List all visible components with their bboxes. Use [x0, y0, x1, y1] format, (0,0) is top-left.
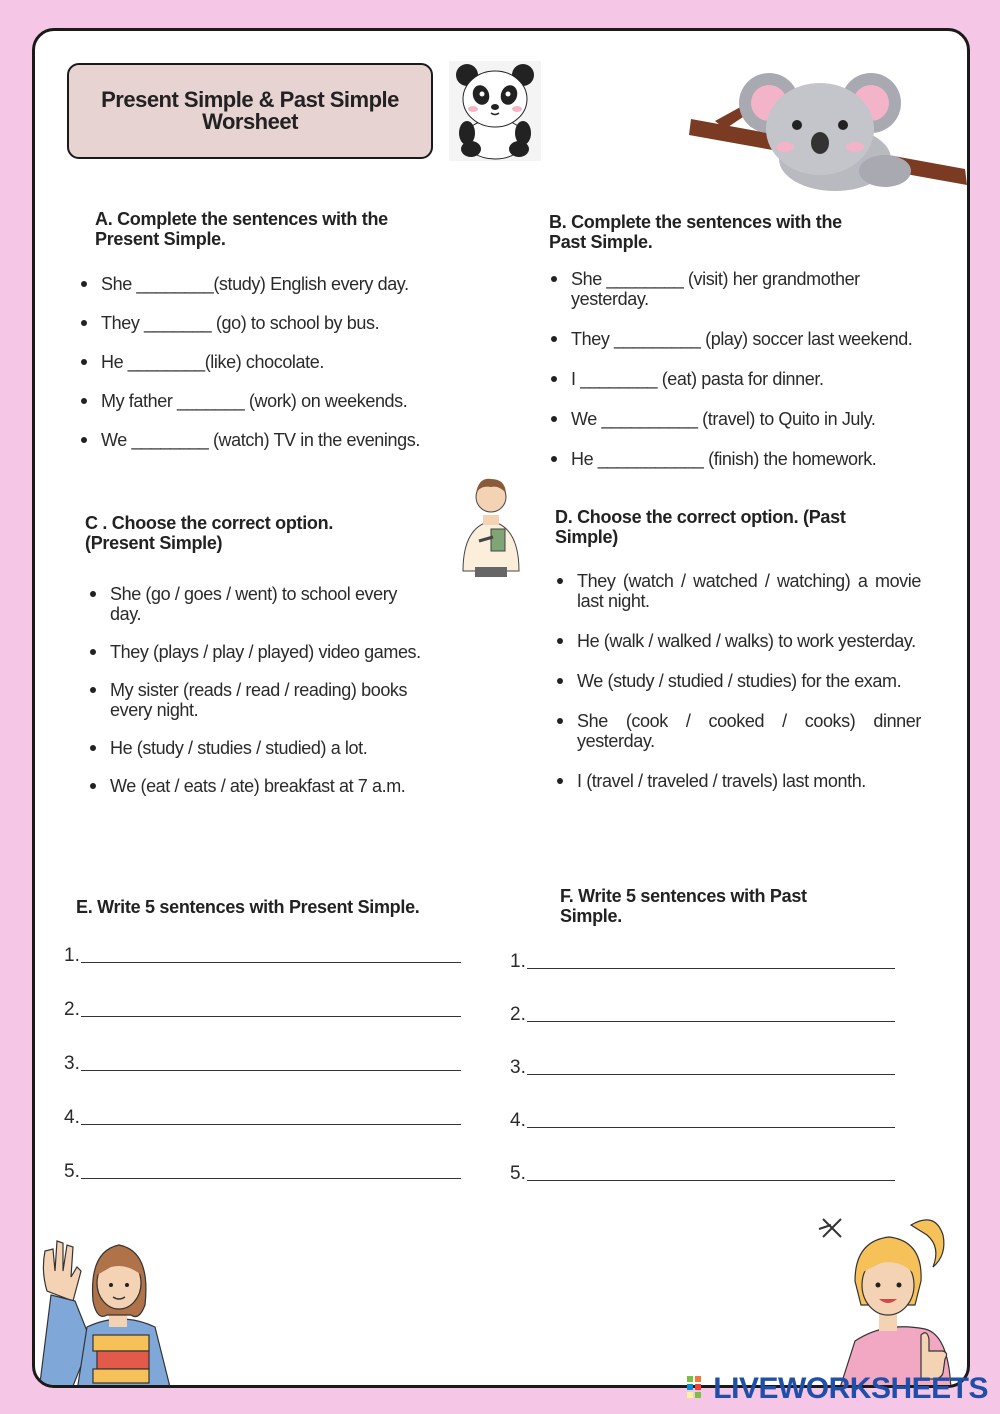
section-c-item: She (go / goes / went) to school every day.: [88, 584, 428, 624]
teacher-illustration: [457, 471, 525, 577]
section-a-item: She ________(study) English every day.: [79, 274, 479, 294]
answer-line[interactable]: [64, 1107, 461, 1161]
section-d-heading-line2: Simple): [555, 527, 618, 547]
section-a-heading: [95, 209, 388, 249]
thumbs-up-girl-illustration: [815, 1211, 970, 1388]
section-a-heading-line2: Present Simple.: [95, 229, 226, 249]
section-a-item: My father _______ (work) on weekends.: [79, 391, 479, 411]
section-a-item: They _______ (go) to school by bus.: [79, 313, 479, 333]
answer-number: 2.: [510, 1004, 526, 1025]
section-d-item: We (study / studied / studies) for the exam.: [555, 671, 921, 691]
answer-line[interactable]: [64, 945, 461, 999]
section-f-heading-line1: F. Write 5 sentences with Past: [560, 886, 807, 906]
section-c-heading-line2: (Present Simple): [85, 533, 223, 553]
section-b-item: She ________ (visit) her grandmother yesterday.: [549, 269, 929, 309]
answer-number: 3.: [64, 1053, 80, 1074]
answer-line[interactable]: [510, 1057, 895, 1110]
answer-number: 2.: [64, 999, 80, 1020]
section-b-item: He ___________ (finish) the homework.: [549, 449, 929, 469]
answer-blank[interactable]: [527, 1057, 895, 1075]
section-a-list: [79, 274, 479, 450]
section-c-item: My sister (reads / read / reading) books every night.: [88, 680, 428, 720]
section-f-answer-lines: [510, 951, 895, 1216]
answer-line[interactable]: [64, 1161, 461, 1215]
section-b-item: They _________ (play) soccer last weekend.: [549, 329, 929, 349]
section-e-heading: E. Write 5 sentences with Present Simple.: [76, 897, 420, 917]
koala-illustration: [685, 59, 970, 199]
answer-blank[interactable]: [81, 1053, 461, 1071]
answer-line[interactable]: [510, 1163, 895, 1216]
section-a-heading-line1: A. Complete the sentences with the: [95, 209, 388, 229]
answer-number: 1.: [64, 945, 80, 966]
answer-blank[interactable]: [81, 945, 461, 963]
answer-number: 5.: [64, 1161, 80, 1182]
answer-number: 3.: [510, 1057, 526, 1078]
waving-girl-illustration: [32, 1231, 191, 1388]
answer-number: 1.: [510, 951, 526, 972]
answer-line[interactable]: [510, 1110, 895, 1163]
answer-number: 4.: [510, 1110, 526, 1131]
section-c-item: He (study / studies / studied) a lot.: [88, 738, 428, 758]
panda-illustration: [449, 61, 541, 161]
section-d-item: They (watch / watched / watching) a movie last night.: [555, 571, 921, 611]
answer-blank[interactable]: [527, 1163, 895, 1181]
section-d-heading-line1: D. Choose the correct option. (Past: [555, 507, 846, 527]
answer-blank[interactable]: [527, 951, 895, 969]
worksheet-title-box: [67, 63, 433, 159]
answer-blank[interactable]: [81, 1161, 461, 1179]
answer-blank[interactable]: [527, 1110, 895, 1128]
section-c-item: We (eat / eats / ate) breakfast at 7 a.m.: [88, 776, 428, 796]
section-f-heading: [560, 886, 807, 926]
section-c-item: They (plays / play / played) video games.: [88, 642, 428, 662]
section-c-list: [88, 584, 428, 796]
answer-number: 4.: [64, 1107, 80, 1128]
watermark-text: LIVEWORKSHEETS: [713, 1372, 988, 1405]
section-a-item: He ________(like) chocolate.: [79, 352, 479, 372]
section-b-item: I ________ (eat) pasta for dinner.: [549, 369, 929, 389]
section-b-list: [549, 269, 929, 469]
section-d-item: I (travel / traveled / travels) last month.: [555, 771, 921, 791]
answer-line[interactable]: [64, 999, 461, 1053]
answer-blank[interactable]: [81, 999, 461, 1017]
answer-number: 5.: [510, 1163, 526, 1184]
section-c-heading-line1: C . Choose the correct option.: [85, 513, 334, 533]
section-e-answer-lines: [64, 945, 461, 1215]
answer-blank[interactable]: [527, 1004, 895, 1022]
section-d-item: He (walk / walked / walks) to work yesterday.: [555, 631, 921, 651]
section-d-item: She (cook / cooked / cooks) dinner yesterday.: [555, 711, 921, 751]
section-b-heading-line2: Past Simple.: [549, 232, 653, 252]
section-b-heading: [549, 212, 842, 252]
section-b-heading-line1: B. Complete the sentences with the: [549, 212, 842, 232]
answer-line[interactable]: [64, 1053, 461, 1107]
answer-line[interactable]: [510, 951, 895, 1004]
liveworksheets-logo-icon: [687, 1376, 709, 1402]
section-b-item: We __________ (travel) to Quito in July.: [549, 409, 929, 429]
worksheet-title-line2: Worsheet: [202, 109, 298, 134]
section-a-item: We ________ (watch) TV in the evenings.: [79, 430, 479, 450]
liveworksheets-watermark: [687, 1372, 988, 1406]
section-d-list: [555, 571, 921, 791]
answer-blank[interactable]: [81, 1107, 461, 1125]
section-d-heading: [555, 507, 846, 547]
section-f-heading-line2: Simple.: [560, 906, 622, 926]
section-c-heading: [85, 513, 333, 553]
worksheet-page: [32, 28, 970, 1388]
answer-line[interactable]: [510, 1004, 895, 1057]
worksheet-title-line1: Present Simple & Past Simple: [101, 87, 399, 112]
